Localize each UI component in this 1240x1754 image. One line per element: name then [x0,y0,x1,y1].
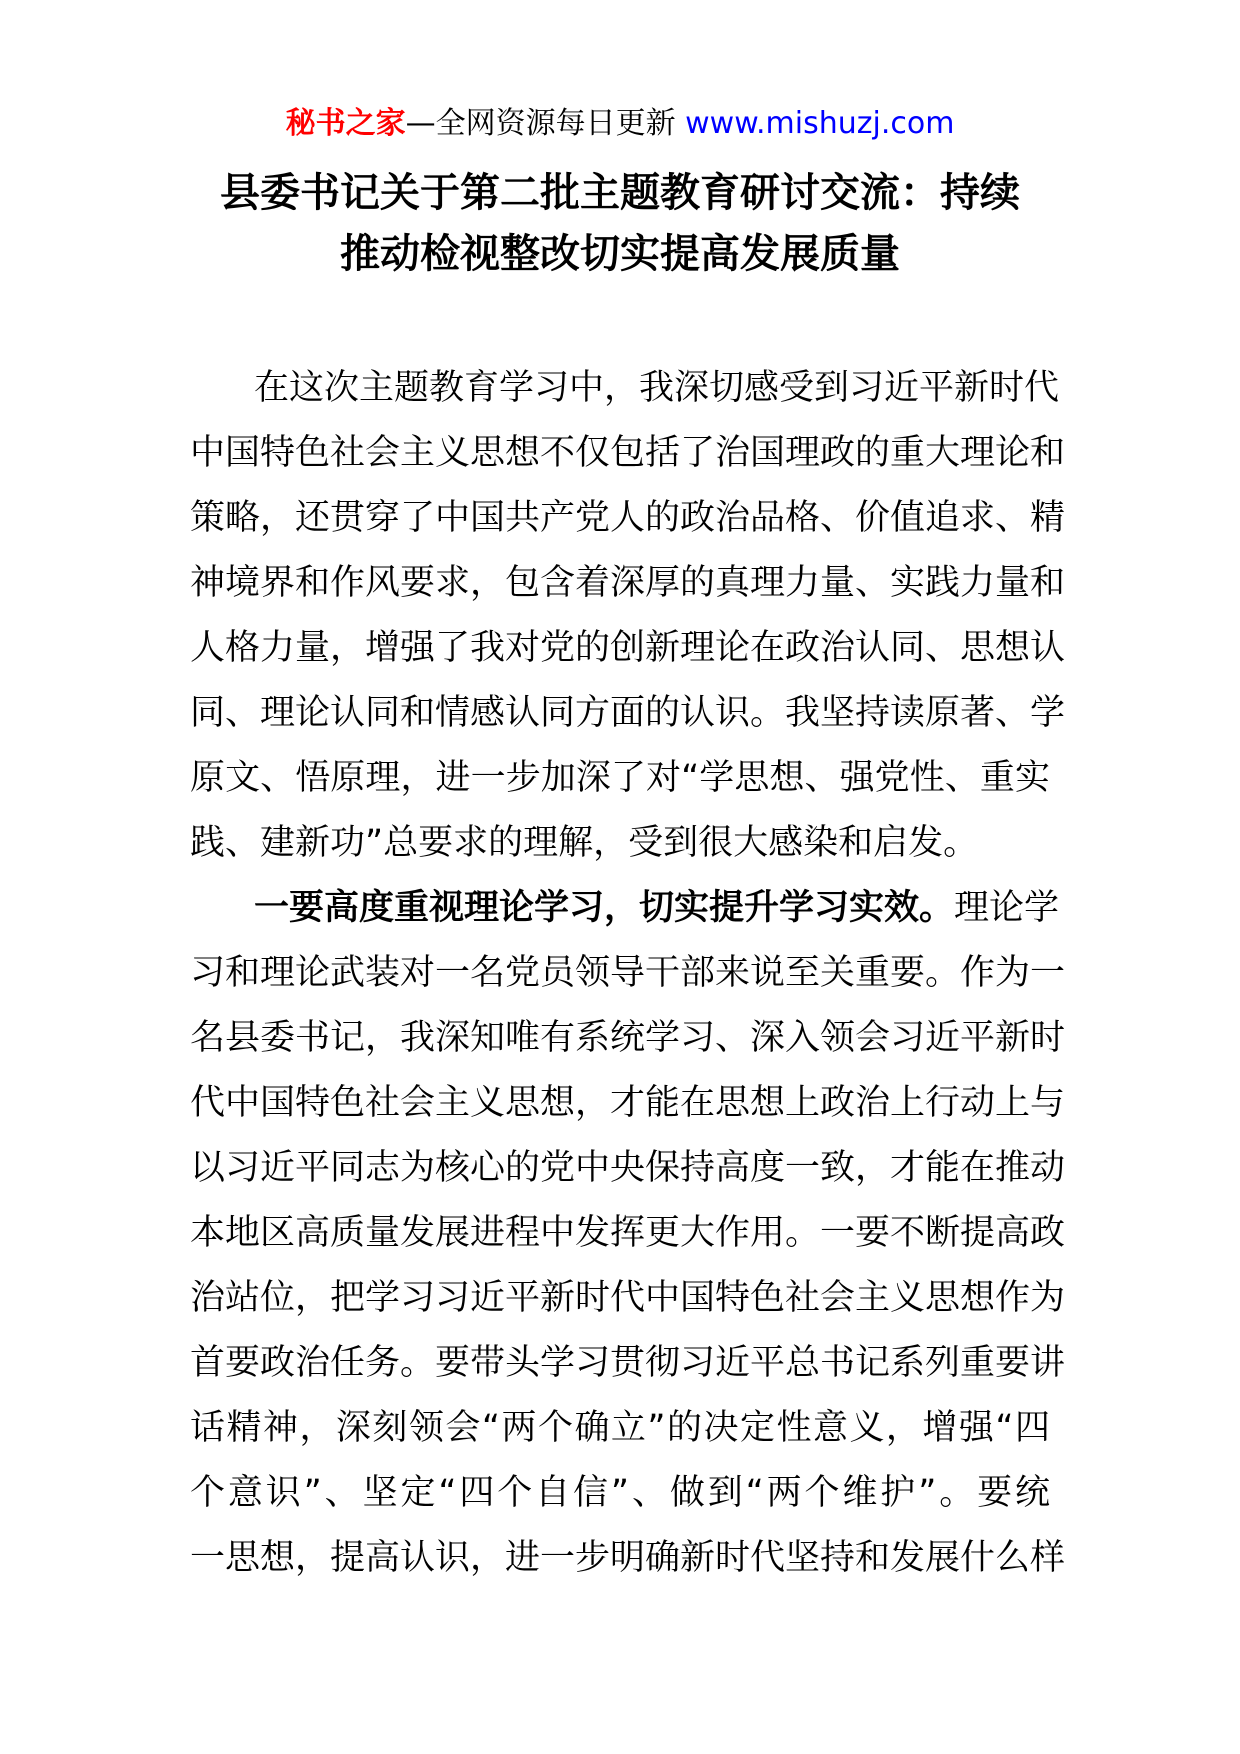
body-line: 习和理论武装对一名党员领导干部来说至关重要。作为一 [190,953,1066,993]
body-line-tail: 理论学 [954,888,1060,928]
title-line-2: 推动检视整改切实提高发展质量 [340,231,900,277]
site-header [0,102,1240,146]
body-line: 原文、悟原理，进一步加深了对“学思想、强党性、重实 [190,758,1050,798]
body-line: 中国特色社会主义思想不仅包括了治国理政的重大理论和 [190,433,1066,473]
body-line: 策略，还贯穿了中国共产党人的政治品格、价值追求、精 [190,498,1066,538]
title-line-1: 县委书记关于第二批主题教育研讨交流：持续 [220,170,1020,216]
body-line: 名县委书记，我深知唯有系统学习、深入领会习近平新时 [190,1018,1066,1058]
brand-name: 秘书之家 [285,106,406,141]
body-line: 以习近平同志为核心的党中央保持高度一致，才能在推动 [190,1148,1066,1188]
body-line: 神境界和作风要求，包含着深厚的真理力量、实践力量和 [190,563,1066,603]
body-line: 一思想，提高认识，进一步明确新时代坚持和发展什么样 [190,1538,1066,1578]
body-line: 践、建新功”总要求的理解，受到很大感染和启发。 [190,823,979,863]
body-line: 在这次主题教育学习中，我深切感受到习近平新时代 [254,368,1060,408]
header-tagline: —全网资源每日更新 [405,106,676,141]
document-body [190,356,1066,1591]
body-line: 本地区高质量发展进程中发挥更大作用。一要不断提高政 [190,1213,1066,1253]
body-line: 同、理论认同和情感认同方面的认识。我坚持读原著、学 [190,693,1066,733]
body-line: 人格力量，增强了我对党的创新理论在政治认同、思想认 [190,628,1066,668]
section-heading-line [190,876,1060,941]
section-heading: 一要高度重视理论学习，切实提升学习实效。 [254,888,955,928]
body-line: 首要政治任务。要带头学习贯彻习近平总书记系列重要讲 [190,1343,1066,1383]
document-title [180,163,1060,285]
body-line: 治站位，把学习习近平新时代中国特色社会主义思想作为 [190,1278,1066,1318]
body-line: 代中国特色社会主义思想，才能在思想上政治上行动上与 [190,1083,1066,1123]
body-line: 个意识”、坚定“四个自信”、做到“两个维护”。要统 [190,1473,1050,1513]
body-line: 话精神，深刻领会“两个确立”的决定性意义，增强“四 [190,1408,1050,1448]
site-url-link[interactable]: www.mishuzj.com [685,106,955,141]
